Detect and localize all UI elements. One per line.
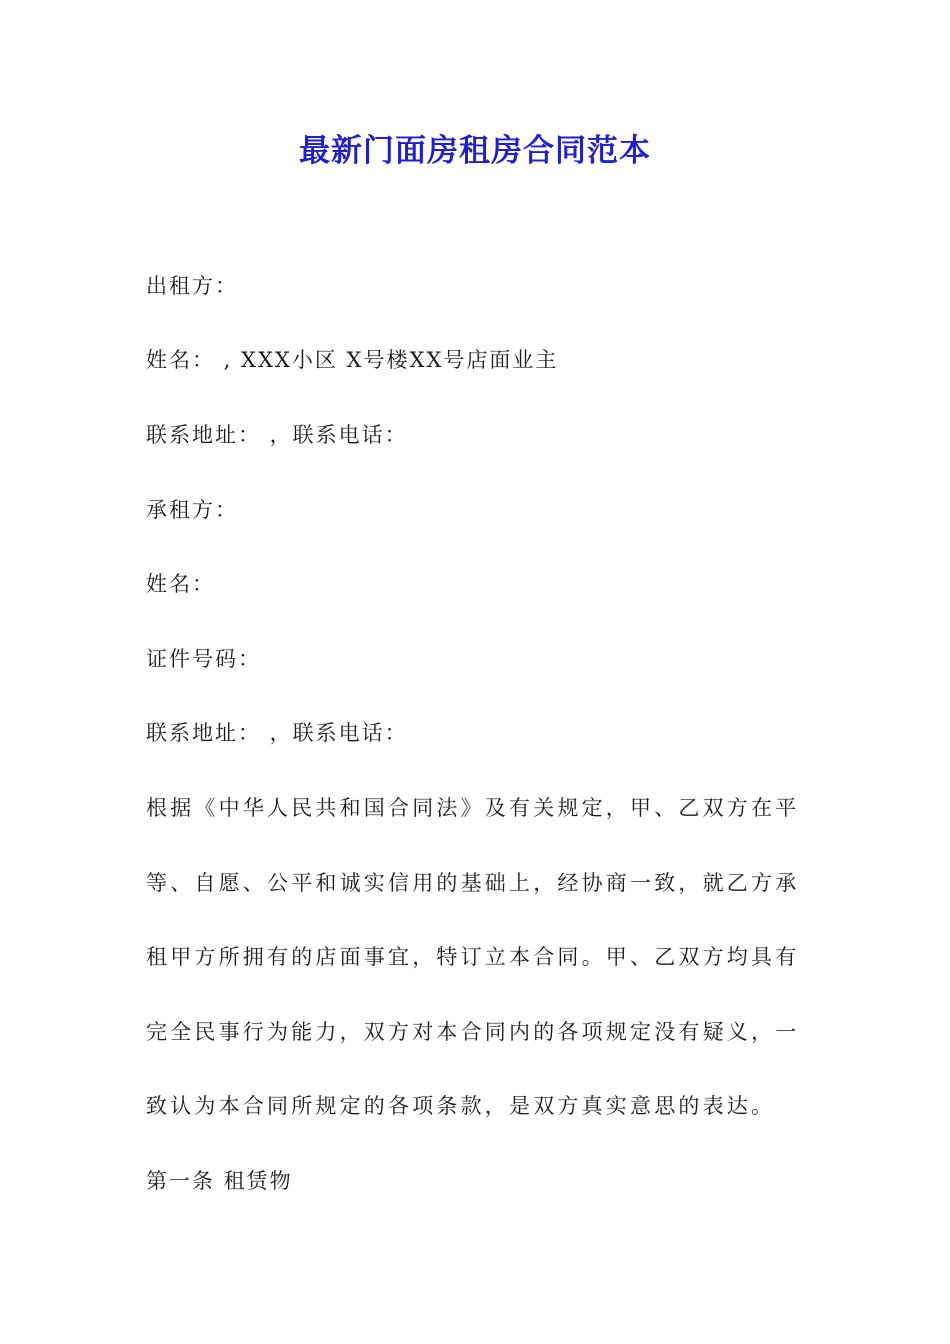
preamble-line-4: 完全民事行为能力，双方对本合同内的各项规定没有疑义，一	[146, 1020, 800, 1044]
lessee-label: 承租方：	[146, 498, 238, 522]
preamble-line-1: 根据《中华人民共和国合同法》及有关规定，甲、乙双方在平	[146, 796, 800, 820]
preamble-line-2: 等、自愿、公平和诚实信用的基础上，经协商一致，就乙方承	[146, 871, 800, 895]
lessor-contact-line: 联系地址： ，联系电话：	[146, 423, 408, 447]
lessor-name-line: 姓名： , XXX小区 X号楼XX号店面业主	[146, 348, 559, 372]
section-heading: 第一条 租赁物	[146, 1169, 293, 1193]
lessee-name-line: 姓名：	[146, 572, 215, 596]
preamble-line-5: 致认为本合同所规定的各项条款，是双方真实意思的表达。	[146, 1094, 776, 1118]
preamble-line-3: 租甲方所拥有的店面事宜，特订立本合同。甲、乙双方均具有	[146, 945, 800, 969]
document-title: 最新门面房租房合同范本	[299, 133, 651, 169]
lessor-label: 出租方：	[146, 274, 238, 298]
lessee-id-line: 证件号码：	[146, 647, 261, 671]
lessee-contact-line: 联系地址： ，联系电话：	[146, 721, 408, 745]
